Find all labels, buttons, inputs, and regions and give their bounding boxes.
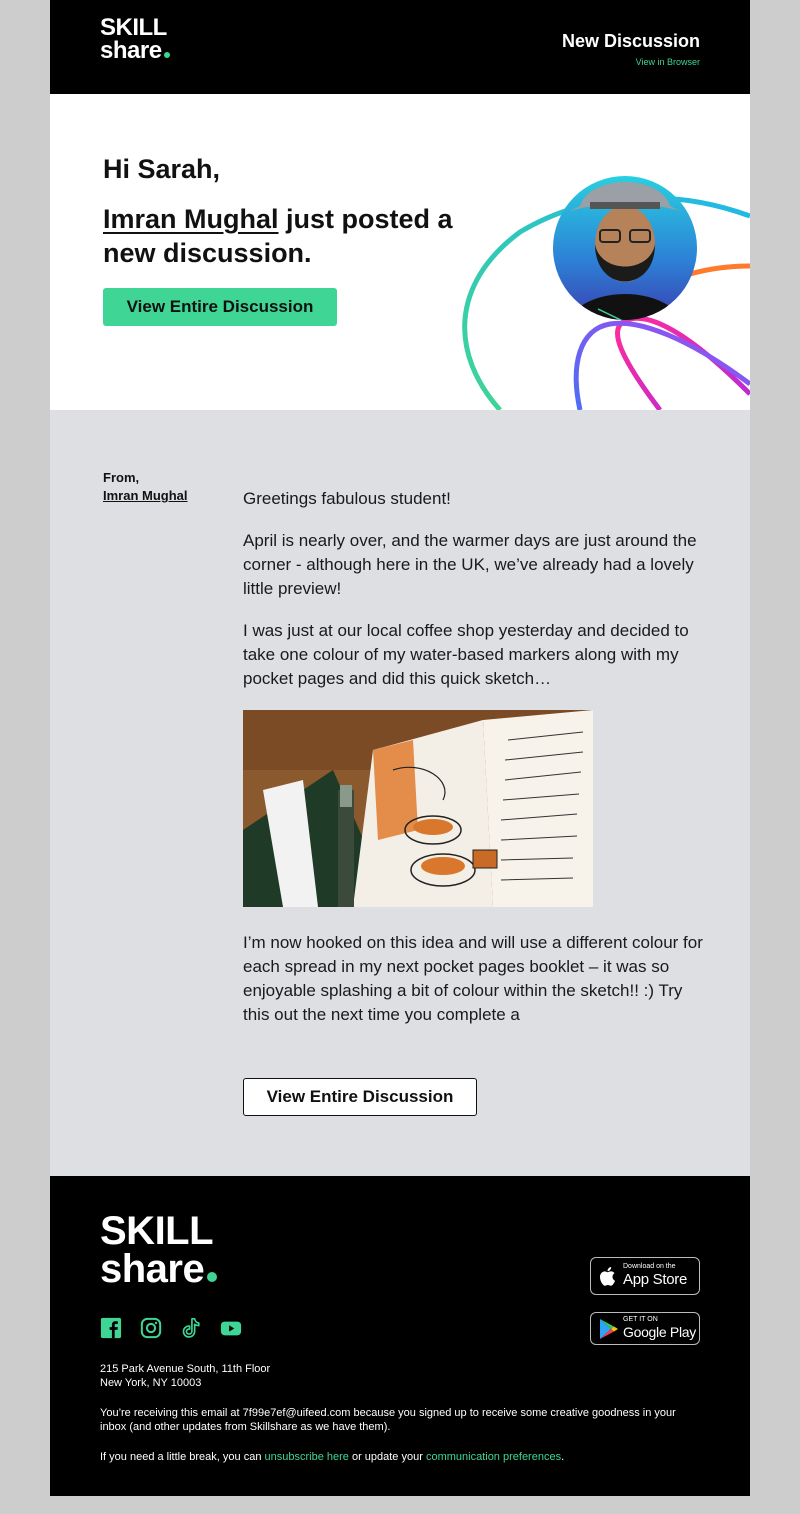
apple-icon xyxy=(599,1265,617,1287)
google-play-icon xyxy=(599,1318,619,1340)
logo-dot xyxy=(164,52,170,58)
legal-notice: You’re receiving this email at 7f99e7ef@uifeed.com because you signed up to receive some creative goodness in your inbox (and other updates from Skillshare as we have them). xyxy=(100,1407,676,1433)
google-play-button[interactable] xyxy=(590,1312,700,1345)
sketch-photo xyxy=(243,710,593,907)
social-links xyxy=(100,1317,242,1339)
footer-logo-line2 xyxy=(100,1247,217,1291)
footer-logo[interactable] xyxy=(100,1209,217,1291)
instagram-icon[interactable] xyxy=(140,1317,162,1339)
unsubscribe-link[interactable]: unsubscribe here xyxy=(264,1451,349,1463)
break-suffix: . xyxy=(561,1451,565,1463)
app-store-button[interactable] xyxy=(590,1257,700,1295)
view-discussion-button-secondary[interactable]: View Entire Discussion xyxy=(243,1078,477,1116)
hero-section xyxy=(50,94,750,410)
footer-logo-dot xyxy=(207,1272,217,1282)
header-bar xyxy=(50,0,750,94)
youtube-icon[interactable] xyxy=(220,1317,242,1339)
greeting: Hi Sarah, xyxy=(103,154,221,184)
from-label: From, xyxy=(103,470,140,485)
view-in-browser-link[interactable]: View in Browser xyxy=(635,57,700,67)
logo-line2-text: share xyxy=(100,37,162,64)
break-middle: or update your xyxy=(348,1451,426,1463)
logo-line1: SKILL xyxy=(100,14,167,41)
from-author-link[interactable]: Imran Mughal xyxy=(103,488,188,503)
post-paragraph: I’m now hooked on this idea and will use a different colour for each spread in my next pocket pages booklet – it was so enjoyable splashing a bit of colour within the sketch!! :) Try this out the next time you complete a xyxy=(243,933,703,1024)
footer xyxy=(50,1176,750,1496)
tiktok-icon[interactable] xyxy=(180,1317,202,1339)
google-play-big-text: Google Play xyxy=(623,1324,696,1340)
footer-logo-line1: SKILL xyxy=(100,1209,214,1253)
post-paragraph: I was just at our local coffee shop yesterday and decided to take one colour of my water-based markers along with my pocket pages and did this quick sketch… xyxy=(243,621,689,688)
discussion-body xyxy=(50,410,750,1176)
skillshare-logo[interactable] xyxy=(100,16,170,62)
address-line: 215 Park Avenue South, 11th Floor xyxy=(100,1363,271,1375)
header-title: New Discussion xyxy=(561,31,700,51)
app-store-big-text: App Store xyxy=(623,1271,688,1288)
footer-logo-line2-text: share xyxy=(100,1247,205,1291)
author-link[interactable]: Imran Mughal xyxy=(103,204,279,234)
company-address xyxy=(100,1362,270,1390)
post-paragraph: Greetings fabulous student! xyxy=(243,489,451,508)
facebook-icon[interactable] xyxy=(100,1317,122,1339)
logo-line2 xyxy=(100,39,170,62)
email-container xyxy=(50,0,750,1496)
headline-rest: just posted a new discussion. xyxy=(103,204,453,268)
app-store-small-text: Download on the xyxy=(623,1263,676,1270)
post-paragraph: April is nearly over, and the warmer days are just around the corner - although here in the UK, we’ve already had a lovely little preview! xyxy=(243,531,697,598)
author-avatar xyxy=(553,176,697,374)
preferences-link[interactable]: communication preferences xyxy=(425,1451,562,1463)
break-prefix: If you need a little break, you can xyxy=(100,1451,265,1463)
headline xyxy=(103,202,493,270)
google-play-small-text: GET IT ON xyxy=(623,1316,658,1323)
view-discussion-button[interactable]: View Entire Discussion xyxy=(103,288,337,326)
unsubscribe-notice xyxy=(100,1450,700,1464)
address-line: New York, NY 10003 xyxy=(100,1377,202,1389)
